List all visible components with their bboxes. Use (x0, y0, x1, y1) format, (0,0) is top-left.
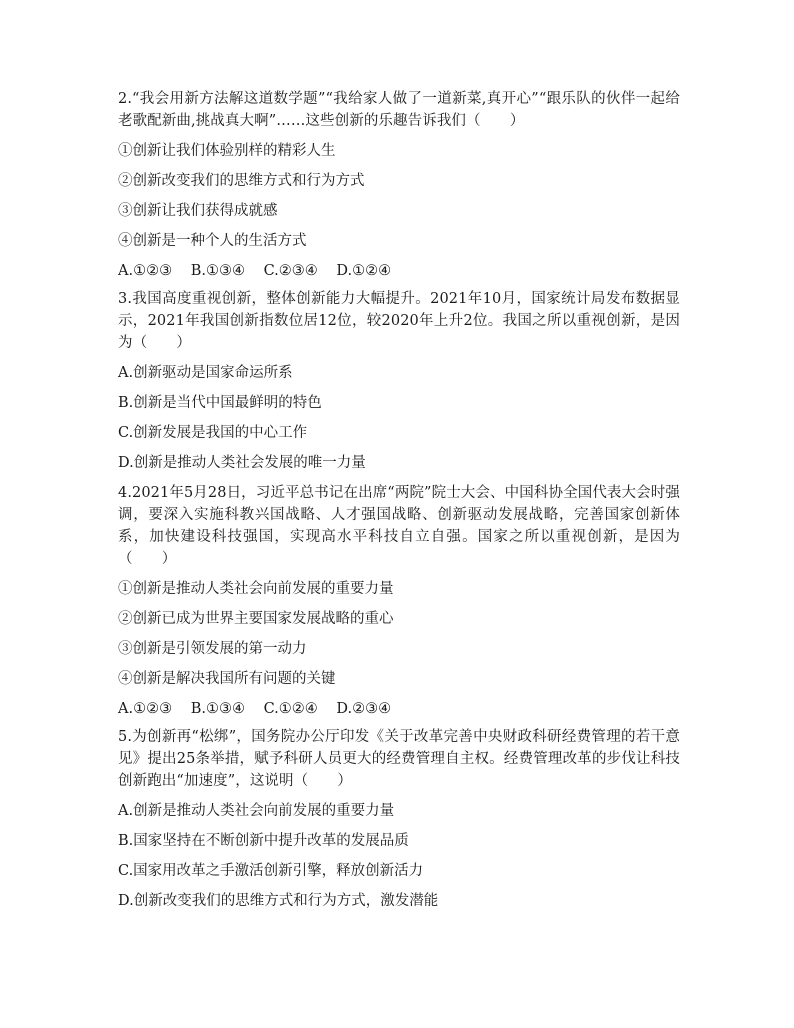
answer-option: A.创新驱动是国家命运所系 (118, 365, 293, 381)
question-3 (118, 288, 680, 474)
answer-option: B.创新是当代中国最鲜明的特色 (118, 395, 322, 411)
answer-choice-d: D.①②④ (336, 263, 392, 279)
statement-option: ③创新让我们获得成就感 (118, 203, 278, 219)
answer-option: C.国家用改革之手激活创新引擎，释放创新活力 (118, 863, 424, 879)
answer-option: D.创新是推动人类社会发展的唯一力量 (118, 455, 366, 471)
answer-choice-c: C.②③④ (263, 263, 318, 279)
answer-choice-a: A.①②③ (118, 701, 173, 717)
statement-option: ①创新让我们体验别样的精彩人生 (118, 143, 336, 159)
answer-option: B.国家坚持在不断创新中提升改革的发展品质 (118, 833, 409, 849)
answer-choice-d: D.②③④ (336, 701, 392, 717)
answer-choice-c: C.①②④ (263, 701, 318, 717)
answer-option: D.创新改变我们的思维方式和行为方式，激发潜能 (118, 893, 439, 909)
document-page (118, 88, 680, 920)
answer-choices (118, 698, 680, 720)
question-stem: 2.“我会用新方法解这道数学题”“我给家人做了一道新菜,真开心”“跟乐队的伙伴一起给老歌配新曲,挑战真大啊”……这些创新的乐趣告诉我们（ ） (118, 91, 680, 129)
statement-option: ②创新已成为世界主要国家发展战略的重心 (118, 611, 394, 627)
answer-option: C.创新发展是我国的中心工作 (118, 425, 308, 441)
question-stem: 3.我国高度重视创新，整体创新能力大幅提升。2021年10月，国家统计局发布数据显示，2021年我国创新指数位居12位，较2020年上升2位。我国之所以重视创新，是因为（ ） (118, 291, 680, 351)
question-stem: 5.为创新再“松绑”，国务院办公厅印发《关于改革完善中央财政科研经费管理的若干意见》提出25条举措，赋予科研人员更大的经费管理自主权。经费管理改革的步伐让科技创新跑出“加速度”，这说明（ ） (118, 729, 680, 789)
statement-option: ②创新改变我们的思维方式和行为方式 (118, 173, 365, 189)
question-stem: 4.2021年5月28日，习近平总书记在出席“两院”院士大会、中国科协全国代表大会时强调，要深入实施科教兴国战略、人才强国战略、创新驱动发展战略，完善国家创新体系，加快建设科技强国，实现高水平科技自立自强。国家之所以重视创新，是因为（ ） (118, 485, 680, 567)
statement-option: ④创新是解决我国所有问题的关键 (118, 671, 336, 687)
answer-option: A.创新是推动人类社会向前发展的重要力量 (118, 803, 395, 819)
question-2 (118, 88, 680, 282)
answer-choice-a: A.①②③ (118, 263, 173, 279)
statement-option: ①创新是推动人类社会向前发展的重要力量 (118, 581, 394, 597)
answer-choices (118, 260, 680, 282)
answer-choice-b: B.①③④ (190, 263, 245, 279)
answer-choice-b: B.①③④ (190, 701, 245, 717)
statement-option: ③创新是引领发展的第一动力 (118, 641, 307, 657)
question-4 (118, 482, 680, 720)
question-5 (118, 726, 680, 912)
statement-option: ④创新是一种个人的生活方式 (118, 233, 307, 249)
